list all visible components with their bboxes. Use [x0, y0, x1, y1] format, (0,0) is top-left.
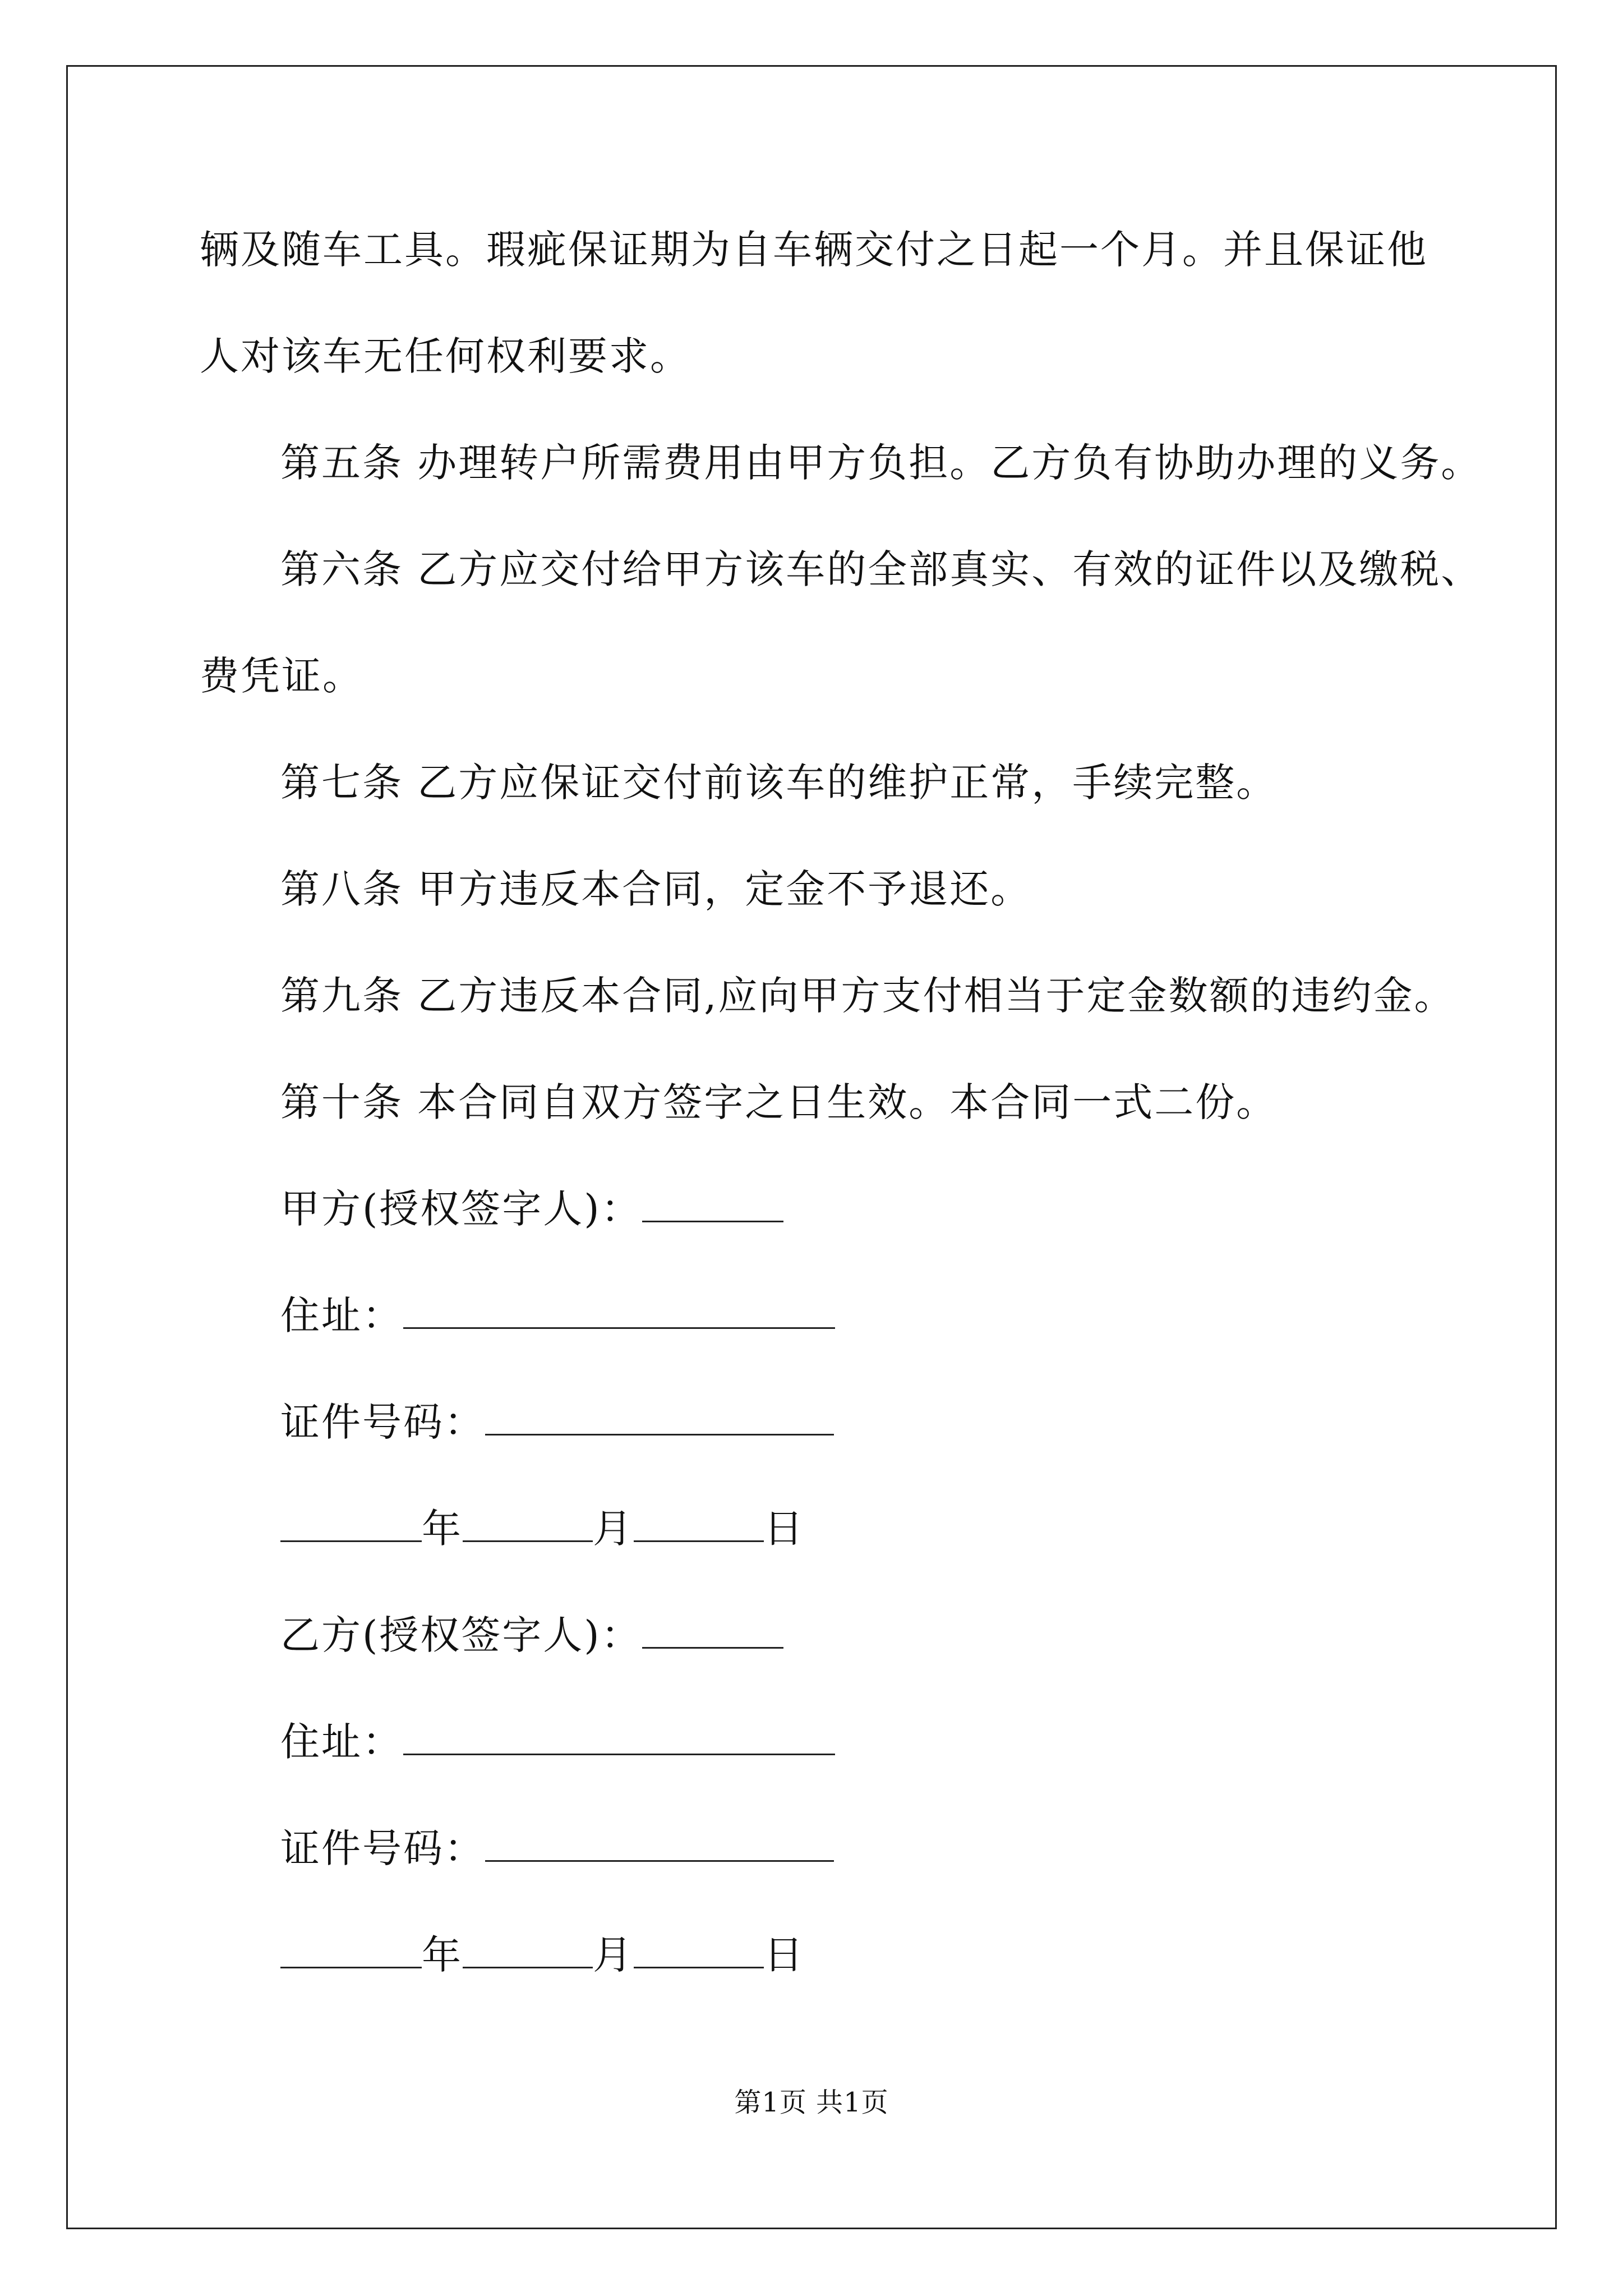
party-b-id-row — [280, 1823, 834, 1874]
party-a-id-row — [280, 1397, 834, 1447]
party-a-date-row — [280, 1503, 805, 1554]
clause-6: 第六条 乙方应交付给甲方该车的全部真实、有效的证件以及缴税、 — [280, 546, 1482, 592]
party-b-address-row — [280, 1717, 835, 1767]
party-b-signatory-row — [280, 1610, 783, 1660]
party-b-day-label: 日 — [764, 1932, 805, 1978]
party-b-month-blank[interactable] — [463, 1932, 593, 1968]
party-b-year-blank[interactable] — [280, 1932, 422, 1968]
party-a-month-blank[interactable] — [463, 1506, 593, 1542]
party-b-month-label: 月 — [593, 1932, 634, 1978]
clause-8: 第八条 甲方违反本合同，定金不予退还。 — [280, 866, 1032, 912]
party-a-signatory-label: 甲方(授权签字人)： — [280, 1186, 642, 1232]
party-a-id-label: 证件号码： — [280, 1399, 485, 1445]
party-a-year-blank[interactable] — [280, 1506, 422, 1542]
party-a-year-label: 年 — [422, 1506, 463, 1552]
party-a-day-label: 日 — [764, 1506, 805, 1552]
party-b-address-blank[interactable] — [403, 1719, 835, 1755]
clause-7: 第七条 乙方应保证交付前该车的维护正常，手续完整。 — [280, 760, 1278, 806]
party-b-address-label: 住址： — [280, 1719, 403, 1765]
party-a-id-blank[interactable] — [485, 1399, 834, 1435]
party-a-address-blank[interactable] — [403, 1292, 835, 1329]
party-b-id-label: 证件号码： — [280, 1825, 485, 1871]
party-b-day-blank[interactable] — [634, 1932, 764, 1968]
clause-10: 第十条 本合同自双方签字之日生效。本合同一式二份。 — [280, 1079, 1278, 1125]
clause-9: 第九条 乙方违反本合同,应向甲方支付相当于定金数额的违约金。 — [280, 973, 1455, 1019]
clause-5: 第五条 办理转户所需费用由甲方负担。乙方负有协助办理的义务。 — [280, 440, 1482, 486]
party-a-signatory-row — [280, 1184, 783, 1234]
party-b-date-row — [280, 1930, 805, 1980]
contract-text-line: 辆及随车工具。瑕疵保证期为自车辆交付之日起一个月。并且保证他 — [200, 227, 1428, 273]
party-a-address-label: 住址： — [280, 1292, 403, 1338]
page-border — [66, 65, 1557, 2229]
party-a-address-row — [280, 1290, 835, 1341]
contract-text-line: 人对该车无任何权利要求。 — [200, 333, 691, 379]
party-a-day-blank[interactable] — [634, 1506, 764, 1542]
party-b-signatory-label: 乙方(授权签字人)： — [280, 1612, 642, 1658]
clause-6-continued: 费凭证。 — [200, 653, 363, 699]
party-b-signatory-blank[interactable] — [642, 1612, 783, 1649]
party-a-signatory-blank[interactable] — [642, 1186, 783, 1222]
party-a-month-label: 月 — [593, 1506, 634, 1552]
party-b-id-blank[interactable] — [485, 1825, 834, 1862]
page-number-footer: 第1页 共1页 — [734, 2087, 889, 2118]
party-b-year-label: 年 — [422, 1932, 463, 1978]
